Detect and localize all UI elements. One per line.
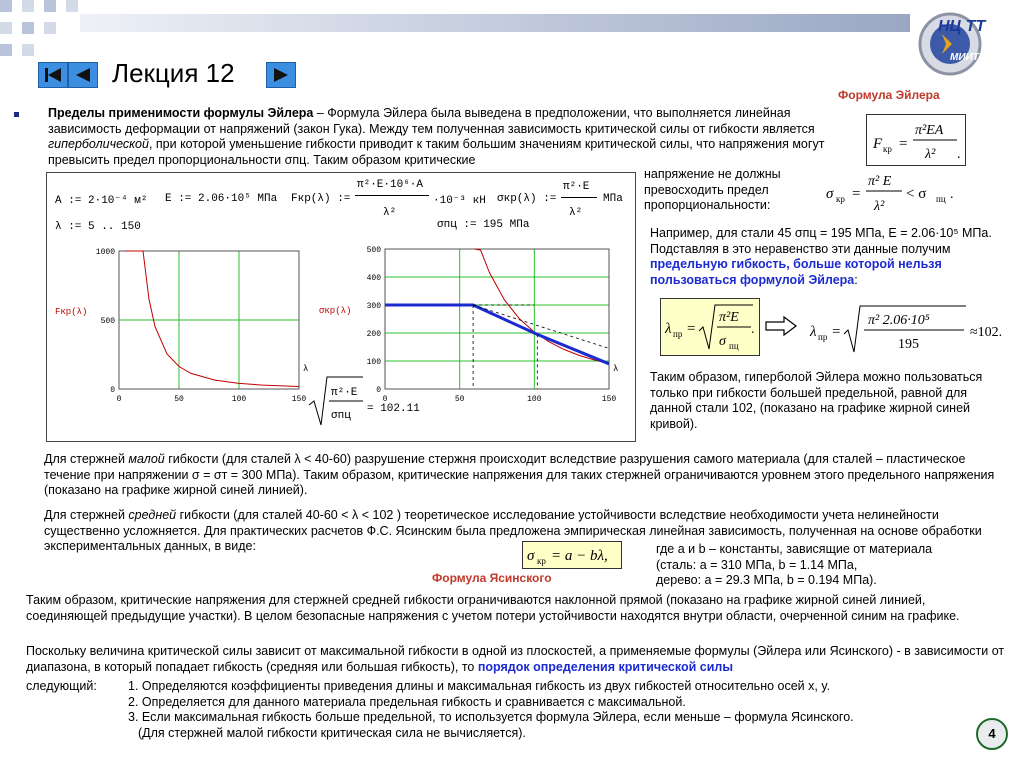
chart-x-tick-label: 0 (382, 395, 388, 404)
hyperbola-paragraph: Таким образом, гиперболой Эйлера можно пользоваться только при гибкости большей предельной, равной для данной стали 102, (показано на графике жирной синей кривой). (650, 370, 983, 431)
chart-y-tick-label: 500 (100, 317, 115, 326)
svg-text:λ²: λ² (925, 147, 936, 162)
svg-text:кр: кр (537, 556, 546, 566)
mc-def-E: E := 2.06·10⁵ МПа (165, 193, 278, 205)
chart-x-label: λ (303, 364, 309, 374)
svg-text:кр: кр (883, 144, 892, 154)
chart-x-label: λ (613, 364, 619, 374)
mid-flex-b: гибкости (для сталей 40-60 < λ < 102 ) теоретическое исследование устойчивости вследствие необходимости учета нелинейности существенно усложняется. Для практических расчетов Ф.С. Ясинским была предложена эмпирическая линейная зависимость, полученная на основе обработки экспериментальных данных, в виде: (44, 508, 982, 553)
chart-frame (385, 249, 609, 389)
chart-y-label: Fкр(λ) (55, 307, 88, 317)
chart-y-tick-label: 100 (366, 358, 381, 367)
step-2: 2. Определяется для данного материала предельная гибкость и сравнивается с максимальной. (128, 694, 686, 709)
yasinsky-formula-box (522, 541, 622, 569)
chart-x-tick-label: 50 (174, 395, 184, 404)
arrow-right-icon (764, 316, 798, 336)
constants-line3: дерево: a = 29.3 МПа, b = 0.194 МПа). (656, 573, 877, 587)
page-number: 4 (988, 726, 996, 741)
svg-text:.: . (957, 147, 961, 162)
mc-Fkr-num: π²·E·10⁶·A (357, 179, 424, 191)
chart-y-tick-label: 0 (376, 386, 381, 395)
svg-text:σ: σ (826, 186, 834, 202)
mc-def-lambda: λ := 5 .. 150 (55, 221, 141, 233)
svg-text:.: . (950, 187, 954, 202)
yasinsky-formula-label: Формула Ясинского (432, 571, 552, 585)
intro-paragraph (48, 106, 848, 168)
svg-text:=: = (687, 321, 696, 337)
logo (912, 8, 998, 76)
constants-line1: где a и b – константы, зависящие от материала (656, 542, 933, 556)
chart-x-tick-label: 0 (116, 395, 122, 404)
svg-text:=: = (852, 186, 861, 202)
mc-def-A: A := 2·10⁻⁴ м² (55, 195, 148, 207)
next-slide-icon (267, 63, 295, 87)
logo-top-text: НЦ ТТ (938, 18, 986, 35)
chart-x-tick-label: 100 (231, 395, 247, 404)
svg-text:кр: кр (836, 194, 845, 204)
mc-skr-den: λ² (569, 207, 583, 219)
mc-skr-num: π²·E (563, 181, 590, 193)
chart-y-tick-label: 200 (366, 330, 381, 339)
svg-text:σ: σ (527, 548, 535, 564)
chart-y-tick-label: 0 (110, 386, 115, 395)
svg-text:пц: пц (729, 341, 739, 351)
chart-y-tick-label: 500 (366, 246, 381, 255)
constants-block (656, 542, 996, 589)
first-slide-icon (39, 63, 67, 87)
summary2-bold: порядок определения критической силы (477, 659, 733, 674)
example-bold: предельную гибкость, больше которой нельзя пользоваться формулой Эйлера (650, 257, 942, 287)
intro-text2: , при которой уменьшение гибкости приводит к таким большим значениям критической силы, что напряжения могут превысить предел пропорциональности σпц. Таким образом критические (48, 137, 825, 167)
chart-x-tick-label: 50 (454, 395, 465, 404)
chart-series-line (385, 305, 609, 364)
steps-list (128, 679, 988, 741)
mc-Fkr-fraction-line (355, 195, 429, 196)
chart-x-tick-label: 150 (291, 395, 307, 404)
mc-skr-fraction-line (561, 197, 597, 198)
step-1: 1. Определяются коэффициенты приведения длины и максимальная гибкость из двух гибкостей относительно осей x, y. (128, 679, 831, 693)
page-number-badge (976, 718, 1008, 750)
svg-text:F: F (873, 136, 883, 152)
chart-y-tick-label: 300 (366, 302, 381, 311)
yasinsky-math (523, 542, 621, 568)
mid-flex-italic: средней (128, 508, 177, 522)
svg-text:< σ: < σ (906, 186, 927, 202)
page-title: Лекция 12 (112, 58, 235, 88)
chart-y-label: σкр(λ) (319, 306, 352, 316)
intro-italic: гиперболической (48, 137, 149, 151)
svg-text:пц: пц (936, 194, 946, 204)
first-slide-button[interactable] (38, 62, 68, 88)
svg-text:σ: σ (719, 334, 726, 349)
svg-text:λ: λ (810, 324, 817, 340)
mc-def-Fkr: Fкр(λ) := (291, 193, 351, 205)
step-3: 3. Если максимальная гибкость больше предельной, то используется формула Эйлера, если меньше – формула Ясинского. (128, 710, 854, 724)
mc-def-skr: σкр(λ) := (497, 193, 557, 205)
summary2-a: Поскольку величина критической силы зависит от максимальной гибкости в одной из плоскостей, а применяемые формулы (Эйлера или Ясинского) - в зависимости от диапазона, в который попадает гибкость (средняя или большая гибкость), то (26, 644, 1005, 674)
svg-text:195: 195 (898, 337, 919, 352)
small-flex-italic: малой (128, 452, 165, 466)
constants-line2: (сталь: a = 310 МПа, b = 1.14 МПа, (656, 557, 858, 572)
svg-text:σпц: σпц (331, 410, 351, 422)
limit-flex-math (661, 299, 759, 355)
svg-text:π²E: π²E (719, 310, 739, 325)
mc-Fkr-unit: ·10⁻³ кН (433, 195, 486, 207)
svg-text:π² E: π² E (868, 174, 892, 189)
mid-flex-a: Для стержней (44, 508, 129, 522)
mc-limit-result: = 102.11 (367, 403, 420, 415)
summary2-end: следующий: (26, 679, 97, 693)
euler-formula-box (866, 114, 966, 166)
euler-formula-math (867, 115, 965, 165)
limit-flex-formula-box (660, 298, 760, 356)
svg-text:π²·E: π²·E (331, 387, 358, 399)
svg-text:=: = (899, 136, 908, 152)
small-flex-b: гибкости (для сталей λ < 40-60) разрушение стержня происходит вследствие разрушения самого материала (для сталей – пластическое течение при напряжении σ = σт = 300 МПа). Таким образом, критические напряжения для таких стержней ограничиваются уровнем этого предельного напряжения (показано на графике жирной синей линией). (44, 452, 995, 497)
svg-text:.: . (751, 322, 755, 337)
svg-text:=: = (832, 324, 841, 340)
example-paragraph (650, 226, 996, 288)
chart-x-tick-label: 100 (527, 395, 542, 404)
prev-slide-button[interactable] (68, 62, 98, 88)
svg-text:пр: пр (818, 332, 828, 342)
svg-text:λ²: λ² (874, 199, 885, 214)
chart-series-line (475, 249, 609, 364)
example-text: Например, для стали 45 σпц = 195 МПа, E = 2.06·10⁵ МПа. Подставляя в это неравенство эти данные получим (650, 226, 992, 256)
prev-slide-icon (69, 63, 97, 87)
example-end: : (854, 272, 858, 287)
svg-text:π²EA: π²EA (915, 123, 944, 138)
small-flex-paragraph (44, 452, 1004, 499)
euler-formula-label: Формула Эйлера (838, 88, 940, 102)
next-slide-button[interactable] (266, 62, 296, 88)
chart-guide-line (473, 305, 609, 348)
intro-text1: – Формула Эйлера была выведена в предположении, что выполняется линейная зависимость деформации от напряжений (закон Гука). Между тем полученная зависимость критической силы от гибкости является (48, 106, 815, 136)
intro-continuation: напряжение не должны превосходить предел пропорциональности: (644, 167, 781, 212)
summary-paragraph-2 (26, 644, 1016, 675)
svg-text:π² 2.06·10⁵: π² 2.06·10⁵ (868, 313, 930, 328)
svg-text:≈102.: ≈102. (970, 325, 1003, 340)
inequality-formula (822, 168, 962, 216)
mc-limit-formula (305, 373, 365, 431)
chart-series-line (125, 251, 299, 387)
limit-flex-numeric (808, 302, 1008, 356)
bullet-icon (14, 112, 19, 117)
chart-y-tick-label: 1000 (95, 248, 115, 257)
step-4: (Для стержней малой гибкости критическая сила не вычисляется). (138, 725, 526, 740)
small-flex-a: Для стержней (44, 452, 129, 466)
summary-paragraph-1: Таким образом, критические напряжения для стержней средней гибкости ограничиваются наклонной прямой (показано на графике жирной синей линией, соединяющей предыдущие участки). В целом безопасные напряжения с учетом потери устойчивости находятся внутри области, очерченной синим на графике. (26, 593, 960, 623)
svg-text:λ: λ (665, 321, 672, 337)
mc-def-spc: σпц := 195 МПа (437, 219, 530, 231)
mc-Fkr-den: λ² (383, 207, 397, 219)
mc-skr-unit: МПа (603, 193, 623, 205)
intro-bold: Пределы применимости формулы Эйлера (48, 106, 314, 120)
svg-text:пр: пр (673, 329, 683, 339)
svg-text:= a − bλ,: = a − bλ, (551, 548, 608, 564)
chart-x-tick-label: 150 (601, 395, 617, 404)
logo-bottom-text: МИИТ (950, 52, 979, 63)
mathcad-panel (46, 172, 636, 442)
chart-y-tick-label: 400 (366, 274, 381, 283)
